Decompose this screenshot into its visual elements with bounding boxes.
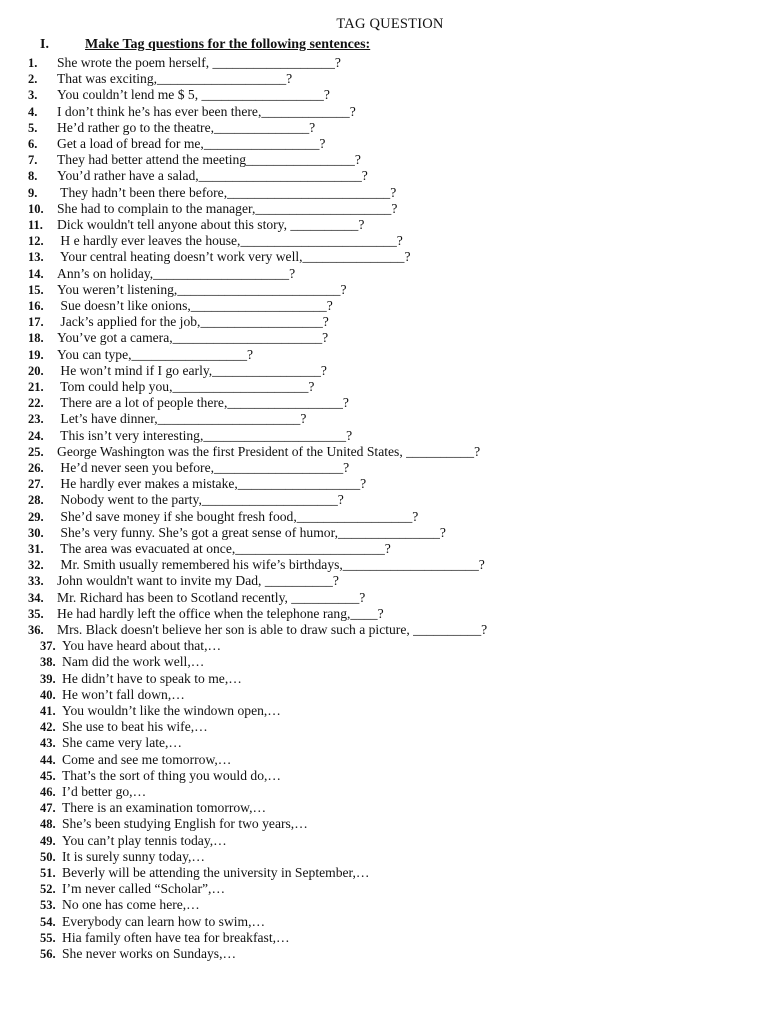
item-text: Ann’s on holiday,____________________? [57,265,296,281]
item-number: 9. [28,185,38,200]
item-number: 30. [28,525,44,540]
item-text: He had hardly left the office when the telephone rang,____? [57,605,384,621]
item-number: 4. [28,104,38,119]
item-number: 11. [28,218,43,232]
item-text: Nobody went to the party,____________________? [57,492,344,508]
item-number: 55. [40,930,56,945]
item-number: 38. [40,655,56,670]
item-text: Tom could help you,____________________? [57,379,315,394]
item-number: 28. [28,493,44,508]
section-heading: Make Tag questions for the following sentences: [85,37,371,52]
item-text: There are a lot of people there,_________________? [57,395,349,411]
item-text: Your central heating doesn’t work very well,_______________? [57,249,411,265]
item-number: 17. [28,315,44,330]
item-number: 37. [40,639,56,654]
item-text: Jack’s applied for the job,__________________? [57,314,329,330]
item-text: Everybody can learn how to swim,… [62,913,266,929]
item-number: 26. [28,461,44,475]
item-number: 7. [28,153,38,168]
item-text: You can type,_________________? [57,346,254,362]
item-number: 20. [28,363,44,378]
item-text: She’s been studying English for two years,… [62,816,308,832]
item-number: 43. [40,736,56,751]
item-text: I’m never called “Scholar”,… [62,881,226,897]
item-number: 13. [28,250,44,265]
item-number: 33. [28,574,44,589]
item-text: Get a load of bread for me,_________________? [57,136,326,151]
item-number: 54. [40,914,56,929]
item-text: This isn’t very interesting,_____________________? [57,427,353,443]
item-number: 51. [40,866,56,880]
item-number: 39. [40,671,56,686]
item-text: They had better attend the meeting________________? [57,152,361,168]
item-text: You can’t play tennis today,… [62,832,227,848]
item-text: She’d save money if she bought fresh food,_________________? [57,508,419,524]
item-text: Come and see me tomorrow,… [62,751,232,767]
item-number: 44. [40,752,56,767]
item-number: 25. [28,444,44,459]
section-number: I. [40,37,49,52]
item-number: 36. [28,623,44,637]
item-number: 16. [28,299,44,313]
item-text: He’d never seen you before,___________________? [57,460,350,475]
item-number: 35. [28,606,44,621]
section-header [40,37,370,53]
item-text: George Washington was the first President of the United States, __________? [57,443,481,459]
item-text: She never works on Sundays,… [62,946,237,961]
item-number: 42. [40,720,56,735]
item-number: 5. [28,120,38,135]
item-text: Let’s have dinner,_____________________? [57,411,307,427]
item-number: 40. [40,687,56,702]
item-text: There is an examination tomorrow,… [62,800,267,816]
item-number: 18. [28,331,44,346]
item-number: 14. [28,266,44,281]
item-text: H e hardly ever leaves the house,_______________________? [57,233,403,249]
item-number: 47. [40,801,56,816]
item-text: He hardly ever makes a mistake,__________________? [57,476,367,492]
item-text: Sue doesn’t like onions,____________________? [57,298,333,313]
item-text: Mr. Smith usually remembered his wife’s birthdays,____________________? [57,557,485,573]
item-text: He won’t mind if I go early,________________? [57,362,327,378]
item-text: She came very late,… [62,735,183,751]
item-text: Nam did the work well,… [62,654,205,670]
item-text: He’d rather go to the theatre,______________? [57,119,316,135]
item-number: 8. [28,169,38,184]
item-number: 49. [40,833,56,848]
item-number: 2. [28,72,38,87]
item-number: 21. [28,380,44,394]
item-text: I don’t think he’s has ever been there,_____________? [57,103,356,119]
item-text: She use to beat his wife,… [62,719,208,735]
item-number: 22. [28,396,44,411]
item-text: No one has come here,… [62,897,200,913]
item-text: He won’t fall down,… [62,686,185,702]
item-number: 31. [28,542,44,556]
item-text: She’s very funny. She’s got a great sense of humor,_______________? [57,524,446,540]
item-number: 23. [28,412,44,427]
item-text: Mrs. Black doesn't believe her son is able to draw such a picture, __________? [57,622,488,637]
item-number: 6. [28,137,38,151]
item-number: 12. [28,234,44,249]
item-text: She had to complain to the manager,____________________? [57,200,398,216]
item-text: It is surely sunny today,… [62,848,205,864]
item-number: 48. [40,817,56,832]
item-text: You have heard about that,… [62,638,222,654]
item-number: 56. [40,947,56,961]
item-number: 53. [40,898,56,913]
item-number: 52. [40,882,56,897]
item-number: 46. [40,785,56,799]
item-number: 45. [40,768,56,783]
item-text: That’s the sort of thing you would do,… [62,767,281,783]
item-text: Beverly will be attending the university in September,… [62,865,370,880]
item-text: He didn’t have to speak to me,… [62,670,242,686]
item-text: You couldn’t lend me $ 5, __________________? [57,87,330,103]
item-text: You weren’t listening,________________________? [57,281,347,297]
item-text: They hadn’t been there before,________________________? [57,184,397,200]
item-number: 19. [28,347,44,362]
item-number: 3. [28,88,38,103]
item-text: You’ve got a camera,______________________? [57,330,329,346]
item-number: 50. [40,849,56,864]
item-number: 15. [28,282,44,297]
item-text: Hia family often have tea for breakfast,… [62,929,290,945]
item-number: 27. [28,477,44,492]
item-text: She wrote the poem herself, __________________? [57,55,341,70]
item-text: You’d rather have a salad,________________________? [57,168,368,184]
item-number: 32. [28,558,44,573]
item-text: That was exciting,___________________? [57,71,293,87]
item-number: 41. [40,704,56,718]
item-number: 29. [28,509,44,524]
item-text: Dick wouldn't tell anyone about this story, __________? [57,217,365,232]
item-text: The area was evacuated at once,______________________? [57,541,391,556]
item-text: Mr. Richard has been to Scotland recently, __________? [57,589,366,605]
item-number: 34. [28,590,44,605]
document-title: TAG QUESTION [336,16,444,32]
item-number: 24. [28,428,44,443]
item-text: You wouldn’t like the windown open,… [62,703,281,718]
item-number: 1. [28,56,38,70]
item-text: John wouldn't want to invite my Dad, __________? [57,573,339,589]
item-number: 10. [28,201,44,216]
item-text: I’d better go,… [62,784,147,799]
